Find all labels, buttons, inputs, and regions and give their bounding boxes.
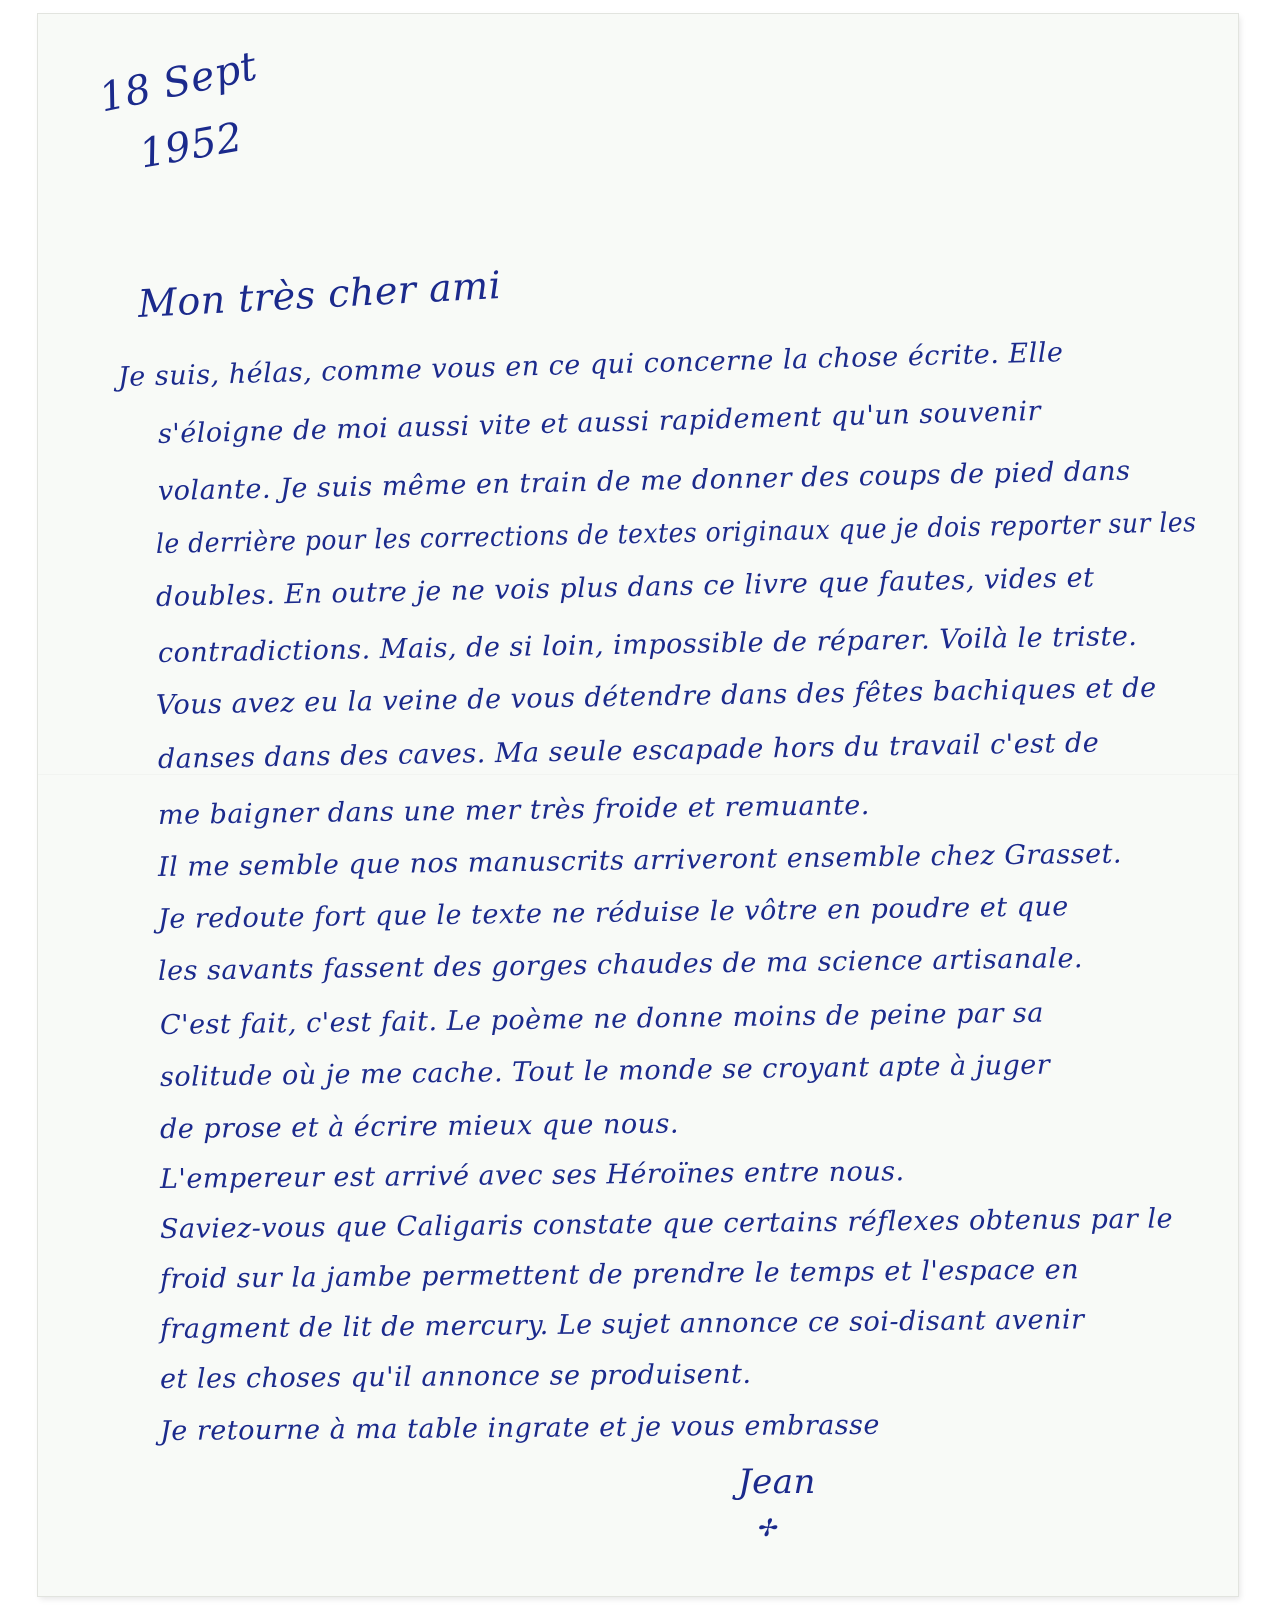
letter-line: de prose et à écrire mieux que nous. — [159, 1108, 680, 1145]
letter-salutation: Mon très cher ami — [136, 262, 503, 326]
letter-line: Vous avez eu la veine de vous détendre dans des fêtes bachiques et de — [155, 672, 1157, 721]
letter-line: volante. Je suis même en train de me donner des coups de pied dans — [157, 455, 1131, 507]
letter-line: Je suis, hélas, comme vous en ce qui concerne la chose écrite. Elle — [117, 337, 1064, 393]
letter-line: danses dans des caves. Ma seule escapade hors du travail c'est de — [157, 727, 1100, 775]
letter-line: me baigner dans une mer très froide et remuante. — [157, 790, 871, 831]
letter-line: Saviez-vous que Caligaris constate que certains réflexes obtenus par le — [159, 1203, 1174, 1245]
letter-line: Il me semble que nos manuscrits arriveront ensemble chez Grasset. — [157, 838, 1123, 883]
letter-signature: Jean — [738, 1462, 816, 1502]
letter-line: L'empereur est arrivé avec ses Héroïnes entre nous. — [159, 1156, 905, 1195]
letter-line: fragment de lit de mercury. Le sujet annonce ce soi-disant avenir — [159, 1304, 1085, 1345]
letter-date-year: 1952 — [136, 114, 247, 178]
letter-line: C'est fait, c'est fait. Le poème ne donne moins de peine par sa — [159, 997, 1045, 1041]
paper-fold — [38, 774, 1238, 775]
letter-line: doubles. En outre je ne vois plus dans ce livre que fautes, vides et — [155, 562, 1095, 613]
letter-line: les savants fassent des gorges chaudes de ma science artisanale. — [157, 943, 1084, 987]
letter-line: contradictions. Mais, de si loin, impossible de réparer. Voilà le triste. — [157, 620, 1138, 669]
letter-line: le derrière pour les corrections de textes originaux que je dois reporter sur les — [155, 507, 1197, 560]
letter-line: s'éloigne de moi aussi vite et aussi rapidement qu'un souvenir — [157, 395, 1042, 450]
letter-line: Je retourne à ma table ingrate et je vous embrasse — [159, 1409, 881, 1447]
letter-sheet — [38, 14, 1238, 1596]
signature-mark-icon: ✢ — [756, 1514, 777, 1542]
letter-line: Je redoute fort que le texte ne réduise le vôtre en poudre et que — [157, 891, 1070, 935]
letter-line: solitude où je me cache. Tout le monde se croyant apte à juger — [159, 1049, 1051, 1093]
letter-line: froid sur la jambe permettent de prendre le temps et l'espace en — [159, 1254, 1080, 1295]
letter-line: et les choses qu'il annonce se produisent. — [159, 1358, 752, 1395]
letter-date-day: 18 Sept — [95, 43, 262, 122]
